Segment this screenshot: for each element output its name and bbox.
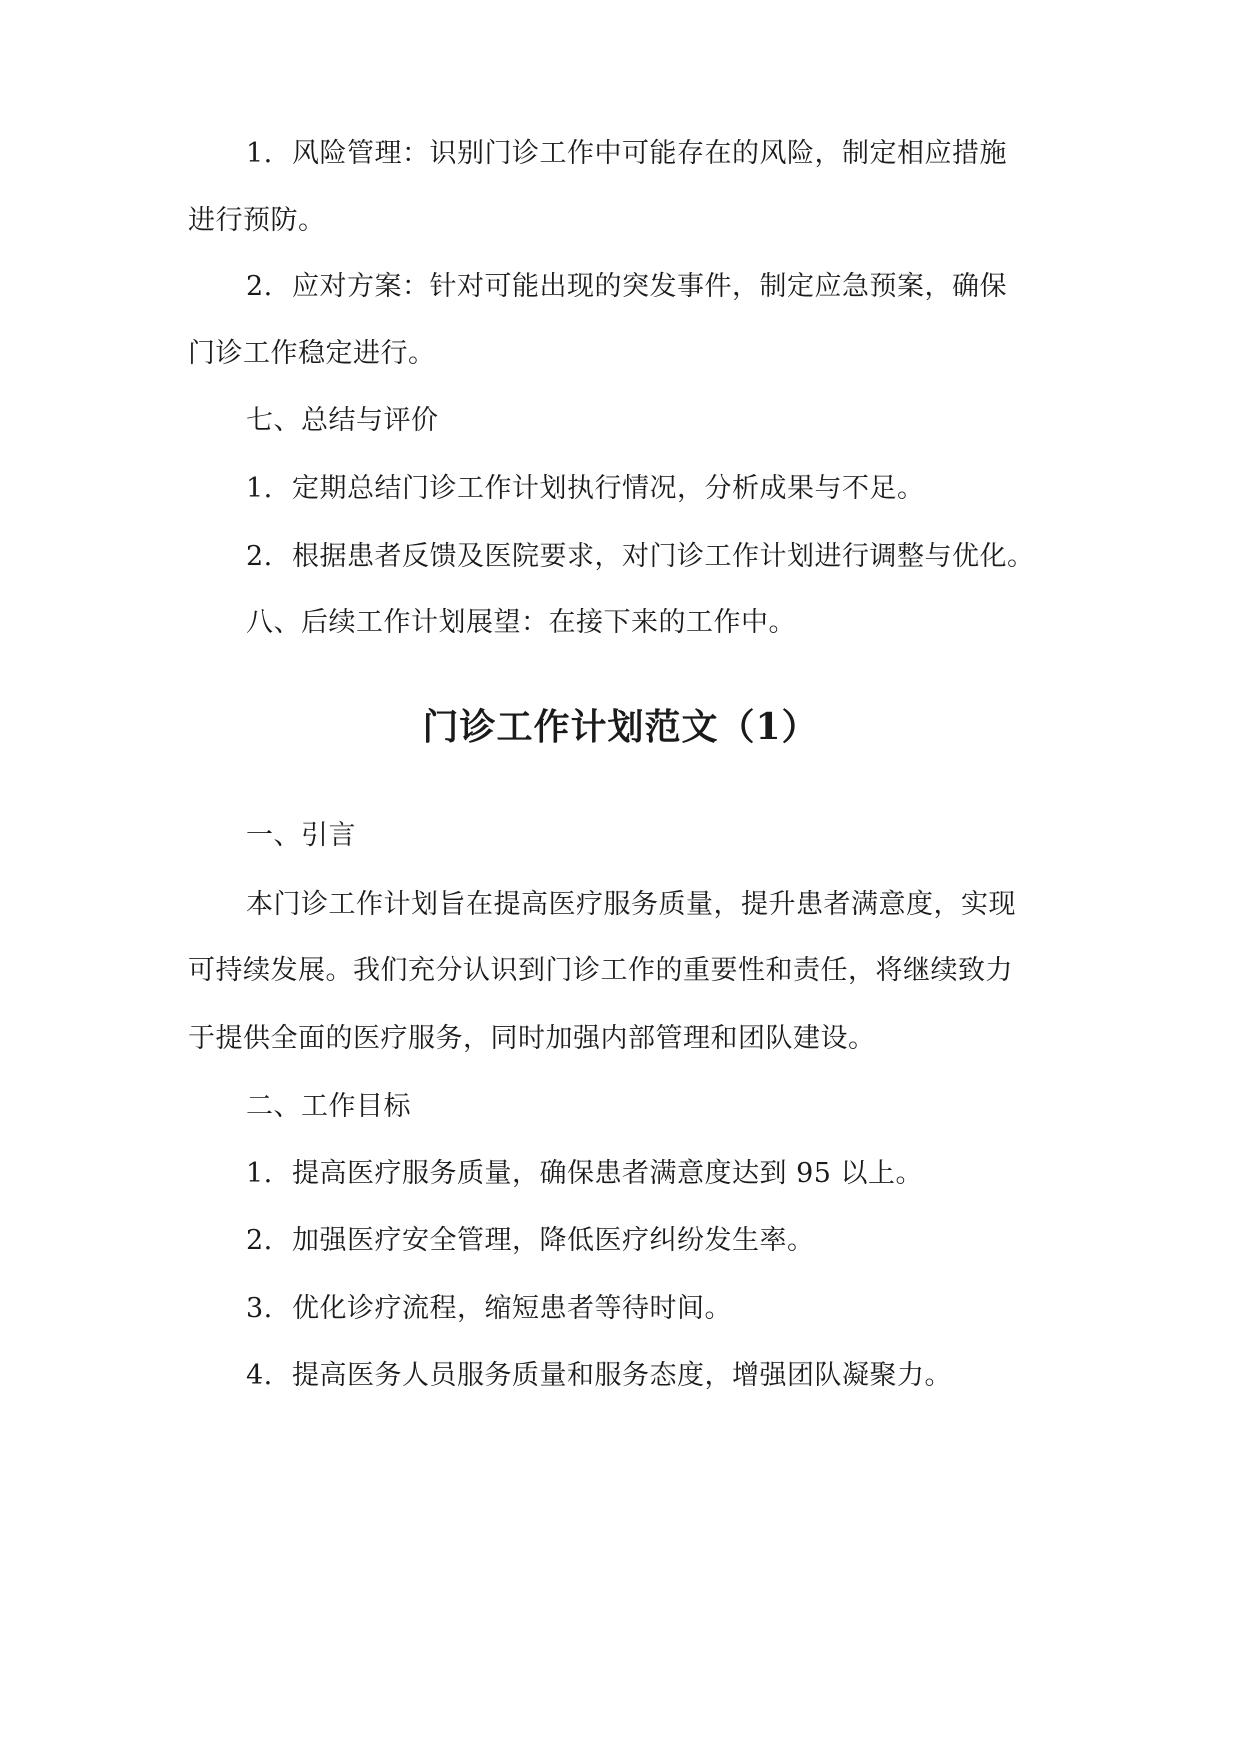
item-text: 定期总结门诊工作计划执行情况，分析成果与不足。 xyxy=(292,473,925,504)
item-number: 2. xyxy=(246,1225,273,1256)
item-number: 2. xyxy=(246,541,273,572)
document-title: 门诊工作计划范文（1） xyxy=(422,706,819,748)
summary-item xyxy=(246,471,1068,507)
item-text: 提高医疗服务质量，确保患者满意度达到 95 以上。 xyxy=(292,1158,924,1189)
item-text: 加强医疗安全管理，降低医疗纠纷发生率。 xyxy=(292,1225,815,1256)
item-number: 1. xyxy=(246,1158,273,1189)
risk-item-continuation: 进行预防。 xyxy=(188,205,326,236)
item-text: 根据患者反馈及医院要求，对门诊工作计划进行调整与优化。 xyxy=(292,541,1035,572)
item-text: 风险管理：识别门诊工作中可能存在的风险，制定相应措施 xyxy=(292,138,1007,169)
intro-paragraph-line: 于提供全面的医疗服务，同时加强内部管理和团队建设。 xyxy=(188,1023,876,1054)
goal-item xyxy=(246,1358,1068,1394)
goal-item xyxy=(246,1156,1068,1192)
section-heading-outlook: 八、后续工作计划展望：在接下来的工作中。 xyxy=(246,607,796,638)
risk-item xyxy=(246,136,1068,172)
goal-item xyxy=(246,1223,1068,1259)
summary-item xyxy=(246,539,1068,575)
intro-paragraph-line: 本门诊工作计划旨在提高医疗服务质量，提升患者满意度，实现 xyxy=(246,889,1016,920)
response-item-continuation: 门诊工作稳定进行。 xyxy=(188,338,436,369)
goal-item xyxy=(246,1291,1068,1327)
section-heading-summary: 七、总结与评价 xyxy=(246,405,439,436)
item-text: 提高医务人员服务质量和服务态度，增强团队凝聚力。 xyxy=(292,1360,952,1391)
item-number: 1. xyxy=(246,473,273,504)
item-number: 3. xyxy=(246,1293,273,1324)
item-number: 2. xyxy=(246,271,273,302)
item-text: 应对方案：针对可能出现的突发事件，制定应急预案，确保 xyxy=(292,271,1007,302)
item-number: 4. xyxy=(246,1360,273,1391)
response-item xyxy=(246,269,1068,305)
intro-paragraph-line: 可持续发展。我们充分认识到门诊工作的重要性和责任，将继续致力 xyxy=(188,955,1013,986)
section-heading-intro: 一、引言 xyxy=(246,820,356,851)
section-heading-goals: 二、工作目标 xyxy=(246,1091,411,1122)
item-number: 1. xyxy=(246,138,273,169)
item-text: 优化诊疗流程，缩短患者等待时间。 xyxy=(292,1293,732,1324)
